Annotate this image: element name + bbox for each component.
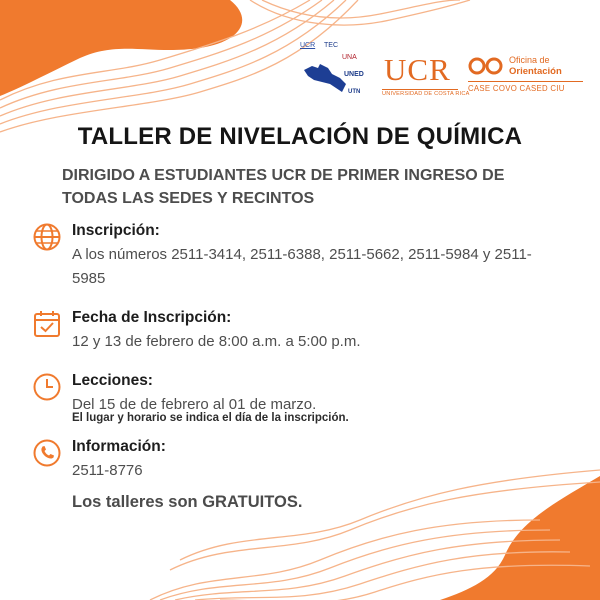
costa-rica-map-icon [302, 62, 352, 96]
phone-icon [32, 438, 62, 468]
free-notice: Los talleres son GRATUITOS. [72, 493, 303, 511]
section-note: El lugar y horario se indica el día de la inscripción. [72, 412, 349, 424]
page-title: TALLER DE NIVELACIÓN DE QUÍMICA [77, 123, 523, 150]
conare-utn-label: UTN [348, 89, 361, 95]
orientacion-subtitle: CASE COVO CASED CIU [468, 84, 565, 93]
orientacion-line1: Oficina de [509, 55, 550, 65]
section-body: A los números 2511-3414, 2511-6388, 2511-5662, 2511-5984 y 2511-5985 [72, 246, 532, 287]
section-informacion [32, 438, 572, 486]
section-inscripcion [32, 222, 572, 288]
section-heading: Fecha de Inscripción: [72, 309, 232, 326]
conare-uned-label: UNED [344, 71, 364, 78]
clock-icon [32, 372, 62, 402]
conare-tec-label: TEC [324, 42, 338, 49]
section-fecha-inscripcion [32, 309, 572, 353]
conare-logo [298, 40, 368, 106]
section-heading: Lecciones: [72, 372, 153, 389]
section-lecciones [32, 372, 572, 432]
section-heading: Inscripción: [72, 222, 160, 239]
ucr-logo-text: UCR [384, 52, 451, 87]
ucr-logo-divider [382, 89, 458, 90]
orientacion-divider [468, 81, 583, 82]
section-body: 2511-8776 [72, 462, 143, 479]
partner-logos [298, 40, 583, 106]
section-heading: Información: [72, 438, 166, 455]
conare-ucr-label: UCR [300, 42, 316, 49]
oficina-orientacion-logo [468, 52, 583, 102]
ucr-logo-subtitle: UNIVERSIDAD DE COSTA RICA [382, 91, 470, 97]
orientacion-rings-icon [468, 56, 504, 76]
globe-icon [32, 222, 62, 252]
ucr-logo [382, 40, 470, 106]
section-body: 12 y 13 de febrero de 8:00 a.m. a 5:00 p.m. [72, 333, 361, 350]
conare-una-label: UNA [342, 54, 357, 61]
calendar-check-icon [32, 309, 62, 339]
page-subtitle: DIRIGIDO A ESTUDIANTES UCR DE PRIMER INGRESO DE TODAS LAS SEDES Y RECINTOS [62, 167, 505, 207]
section-body: Del 15 de de febrero al 01 de marzo. [72, 396, 317, 413]
orientacion-line2: Orientación [509, 66, 562, 77]
